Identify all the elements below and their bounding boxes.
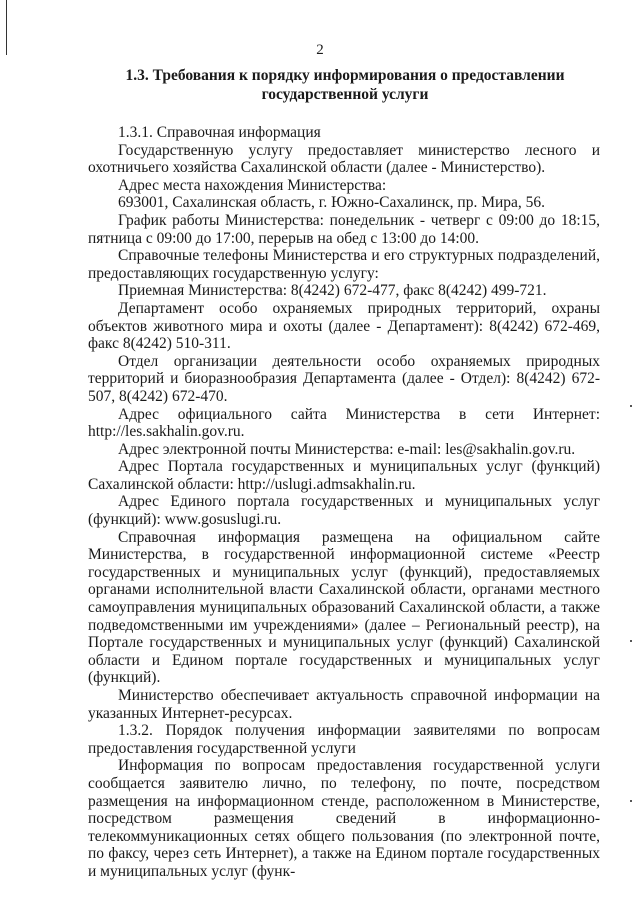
subsection-heading: 1.3.2. Порядок получения информации заявителями по вопросам предоставления государственной услуги — [88, 722, 600, 757]
paragraph: Адрес электронной почты Министерства: e-mail: les@sakhalin.gov.ru. — [118, 440, 576, 458]
paragraph: Адрес официального сайта Министерства в сети Интернет: http://les.sakhalin.gov.ru. — [88, 405, 600, 441]
scan-speck — [630, 640, 632, 642]
paragraph: Адрес Единого портала государственных и муниципальных услуг (функций): www.gosuslugi.ru. — [88, 493, 600, 529]
scan-speck — [630, 800, 632, 802]
paragraph: Приемная Министерства: 8(4242) 672-477, факс 8(4242) 499-721. — [118, 282, 547, 300]
paragraph: Министерство обеспечивает актуальность справочной информации на указанных Интернет-ресурсах. — [88, 687, 600, 722]
paragraph: Информация по вопросам предоставления государственной услуги сообщается заявителю лично, по телефону, по почте, посредством размещения на информационном стенде, расположенном в Министерстве, посредством размещения сведений в информационно-телекоммуникационных сетях общего пользования (по электронной почте, по факсу, через сеть Интернет), а также на Едином портале государственных и муниципальных услуг (функ- — [88, 757, 600, 880]
paragraph: Справочная информация размещена на официальном сайте Министерства, в государственной информационной системе «Реестр государственных и муниципальных услуг (функций), предоставляемых органами исполнительной власти Сахалинской области, органами местного самоуправления муниципальных образований Сахалинской области, а также подведомственными им учреждениями» (далее – Региональный реестр), на Портале государственных и муниципальных услуг (функций) Сахалинской области и Едином портале государственных и муниципальных услуг (функций). — [88, 528, 600, 687]
document-body — [88, 120, 600, 881]
paragraph: Отдел организации деятельности особо охраняемых природных территорий и биоразнообразия Департамента (далее - Отдел): 8(4242) 672-507, 8(4242) 672-470. — [88, 352, 600, 405]
paragraph: 693001, Сахалинская область, г. Южно-Сахалинск, пр. Мира, 56. — [118, 194, 546, 212]
section-title: 1.3. Требования к порядку информирования о предоставлении государственной услуги — [125, 67, 565, 103]
paragraph: Адрес места нахождения Министерства: — [118, 176, 387, 194]
paragraph: Адрес Портала государственных и муниципальных услуг (функций) Сахалинской области: http://uslugi.admsakhalin.ru. — [88, 458, 600, 493]
page-number: 2 — [316, 42, 324, 58]
paragraph: График работы Министерства: понедельник - четверг с 09:00 до 18:15, пятница с 09:00 до 17:00, перерыв на обед с 13:00 до 14:00. — [88, 211, 600, 247]
paragraph: Департамент особо охраняемых природных территорий, охраны объектов животного мира и охоты (далее - Департамент): 8(4242) 672-469, факс 8(4242) 510-311. — [88, 299, 600, 353]
paragraph: Справочные телефоны Министерства и его структурных подразделений, предоставляющих государственную услугу: — [88, 247, 600, 282]
subsection-heading: 1.3.1. Справочная информация — [118, 124, 321, 141]
paragraph: Государственную услугу предоставляет министерство лесного и охотничьего хозяйства Сахалинской области (далее - Министерство). — [88, 141, 600, 177]
scan-speck — [630, 405, 632, 407]
